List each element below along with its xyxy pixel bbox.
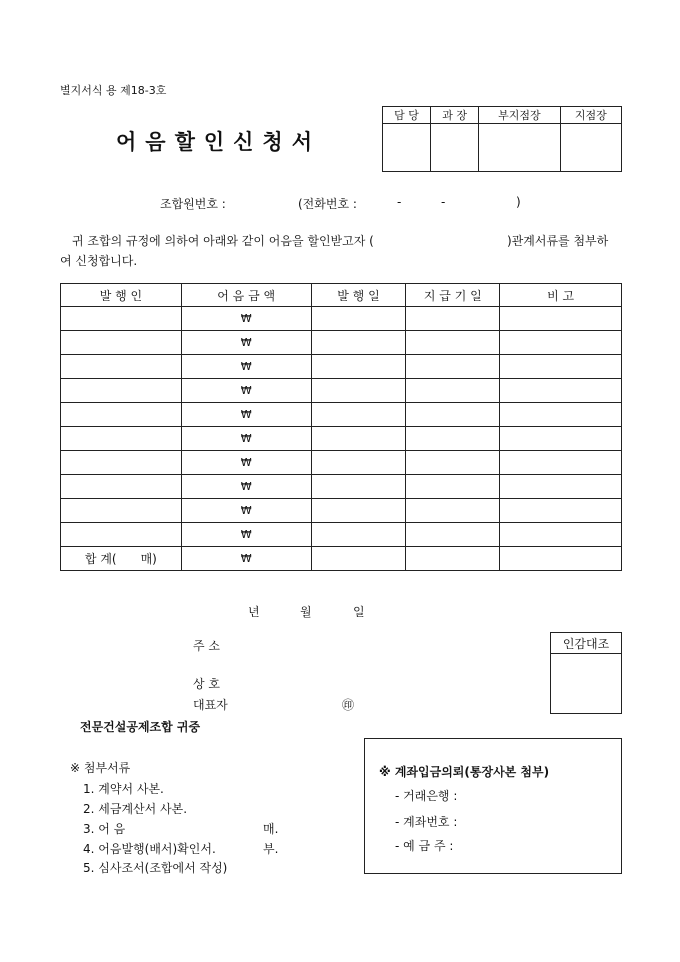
header-remarks: 비 고: [500, 284, 622, 307]
attachments-heading: ※ 첨부서류: [70, 761, 131, 775]
issuer-cell[interactable]: [61, 355, 182, 379]
issue-date-cell[interactable]: [311, 403, 406, 427]
remarks-cell[interactable]: [500, 499, 622, 523]
total-issue-date-cell[interactable]: [311, 547, 406, 571]
total-label: [61, 547, 182, 571]
issue-date-cell[interactable]: [311, 427, 406, 451]
request-text-line2: 여 신청합니다.: [60, 254, 138, 268]
total-remarks-cell[interactable]: [500, 547, 622, 571]
phone-close: ): [516, 195, 521, 209]
total-label-start: 합 계(: [84, 552, 117, 566]
approval-sign-cell[interactable]: [479, 124, 560, 172]
approval-sign-cell[interactable]: [383, 124, 431, 172]
remarks-cell[interactable]: [500, 475, 622, 499]
bill-row: [61, 403, 622, 427]
issuer-cell[interactable]: [61, 403, 182, 427]
issuer-cell[interactable]: [61, 307, 182, 331]
due-date-cell[interactable]: [406, 403, 500, 427]
due-date-cell[interactable]: [406, 379, 500, 403]
issue-date-cell[interactable]: [311, 331, 406, 355]
bill-table: [60, 283, 622, 571]
amount-cell[interactable]: ₩: [181, 475, 311, 499]
approval-box: [382, 106, 622, 172]
remarks-cell[interactable]: [500, 355, 622, 379]
seal-stamp-area[interactable]: [551, 654, 622, 714]
approval-header: 과 장: [431, 107, 479, 124]
issue-date-cell[interactable]: [311, 307, 406, 331]
header-amount: 어 음 금 액: [181, 284, 311, 307]
issue-date-cell[interactable]: [311, 451, 406, 475]
issue-date-cell[interactable]: [311, 379, 406, 403]
amount-cell[interactable]: ₩: [181, 355, 311, 379]
amount-cell[interactable]: ₩: [181, 427, 311, 451]
bill-row: [61, 379, 622, 403]
total-label-end: 매): [140, 552, 157, 566]
remarks-cell[interactable]: [500, 307, 622, 331]
page-title: 어음할인신청서: [116, 129, 322, 154]
date-day: 일: [353, 605, 365, 619]
bill-row: [61, 355, 622, 379]
attachment-unit: 매.: [263, 822, 279, 836]
issue-date-cell[interactable]: [311, 499, 406, 523]
approval-header: 지점장: [560, 107, 621, 124]
amount-cell[interactable]: ₩: [181, 499, 311, 523]
phone-separator: -: [441, 195, 446, 209]
bill-total-row: [61, 547, 622, 571]
phone-separator: -: [397, 195, 402, 209]
due-date-cell[interactable]: [406, 331, 500, 355]
member-no-label: 조합원번호 :: [160, 197, 226, 211]
total-due-date-cell[interactable]: [406, 547, 500, 571]
approval-sign-cell[interactable]: [560, 124, 621, 172]
issuer-cell[interactable]: [61, 523, 182, 547]
bill-header-row: [61, 284, 622, 307]
attachment-item: 2. 세금계산서 사본.: [83, 802, 188, 816]
issuer-cell[interactable]: [61, 427, 182, 451]
amount-cell[interactable]: ₩: [181, 451, 311, 475]
address-label: 주 소: [193, 639, 220, 653]
amount-cell[interactable]: ₩: [181, 403, 311, 427]
seal-comparison-box: [550, 632, 622, 714]
attachment-item: 4. 어음발행(배서)확인서.: [83, 842, 216, 856]
header-issue-date: 발 행 일: [311, 284, 406, 307]
issue-date-cell[interactable]: [311, 523, 406, 547]
remarks-cell[interactable]: [500, 451, 622, 475]
due-date-cell[interactable]: [406, 427, 500, 451]
issuer-cell[interactable]: [61, 451, 182, 475]
holder-label: - 예 금 주 :: [395, 839, 454, 853]
remarks-cell[interactable]: [500, 331, 622, 355]
approval-header: 담 당: [383, 107, 431, 124]
date-month: 월: [300, 605, 312, 619]
form-code: 별지서식 용 제18-3호: [60, 84, 167, 97]
due-date-cell[interactable]: [406, 475, 500, 499]
seal-mark-icon: ㊞: [342, 698, 355, 712]
company-label: 상 호: [193, 677, 220, 691]
header-due-date: 지 급 기 일: [406, 284, 500, 307]
amount-cell[interactable]: ₩: [181, 523, 311, 547]
account-box-heading: ※ 계좌입금의뢰(통장사본 첨부): [379, 765, 550, 779]
date-year: 년: [248, 605, 260, 619]
amount-cell[interactable]: ₩: [181, 307, 311, 331]
approval-sign-cell[interactable]: [431, 124, 479, 172]
representative-label: 대표자: [193, 698, 228, 712]
amount-cell[interactable]: ₩: [181, 331, 311, 355]
due-date-cell[interactable]: [406, 523, 500, 547]
bank-label: - 거래은행 :: [395, 789, 458, 803]
due-date-cell[interactable]: [406, 499, 500, 523]
seal-box-label: 인감대조: [551, 633, 622, 654]
issuer-cell[interactable]: [61, 475, 182, 499]
issue-date-cell[interactable]: [311, 355, 406, 379]
account-deposit-box: [364, 738, 622, 874]
bill-row: [61, 475, 622, 499]
remarks-cell[interactable]: [500, 403, 622, 427]
remarks-cell[interactable]: [500, 523, 622, 547]
due-date-cell[interactable]: [406, 451, 500, 475]
header-issuer: 발 행 인: [61, 284, 182, 307]
approval-header: 부지점장: [479, 107, 560, 124]
attachment-item: 5. 심사조서(조합에서 작성): [83, 861, 228, 875]
phone-label: (전화번호 :: [298, 197, 357, 211]
request-text-b: )관계서류를 첨부하: [507, 234, 609, 248]
issue-date-cell[interactable]: [311, 475, 406, 499]
remarks-cell[interactable]: [500, 427, 622, 451]
bill-row: [61, 451, 622, 475]
bill-row: [61, 331, 622, 355]
remarks-cell[interactable]: [500, 379, 622, 403]
issuer-cell[interactable]: [61, 379, 182, 403]
bill-row: [61, 307, 622, 331]
issuer-cell[interactable]: [61, 331, 182, 355]
attachment-item: 1. 계약서 사본.: [83, 782, 164, 796]
attachment-item: 3. 어 음: [83, 822, 126, 836]
issuer-cell[interactable]: [61, 499, 182, 523]
due-date-cell[interactable]: [406, 355, 500, 379]
total-amount-cell[interactable]: ₩: [181, 547, 311, 571]
bill-row: [61, 523, 622, 547]
bill-row: [61, 499, 622, 523]
amount-cell[interactable]: ₩: [181, 379, 311, 403]
recipient: 전문건설공제조합 귀중: [80, 720, 201, 734]
request-text-a: 귀 조합의 규정에 의하여 아래와 같이 어음을 할인받고자 (: [72, 234, 374, 248]
due-date-cell[interactable]: [406, 307, 500, 331]
attachment-unit: 부.: [263, 842, 279, 856]
bill-row: [61, 427, 622, 451]
account-no-label: - 계좌번호 :: [395, 815, 458, 829]
